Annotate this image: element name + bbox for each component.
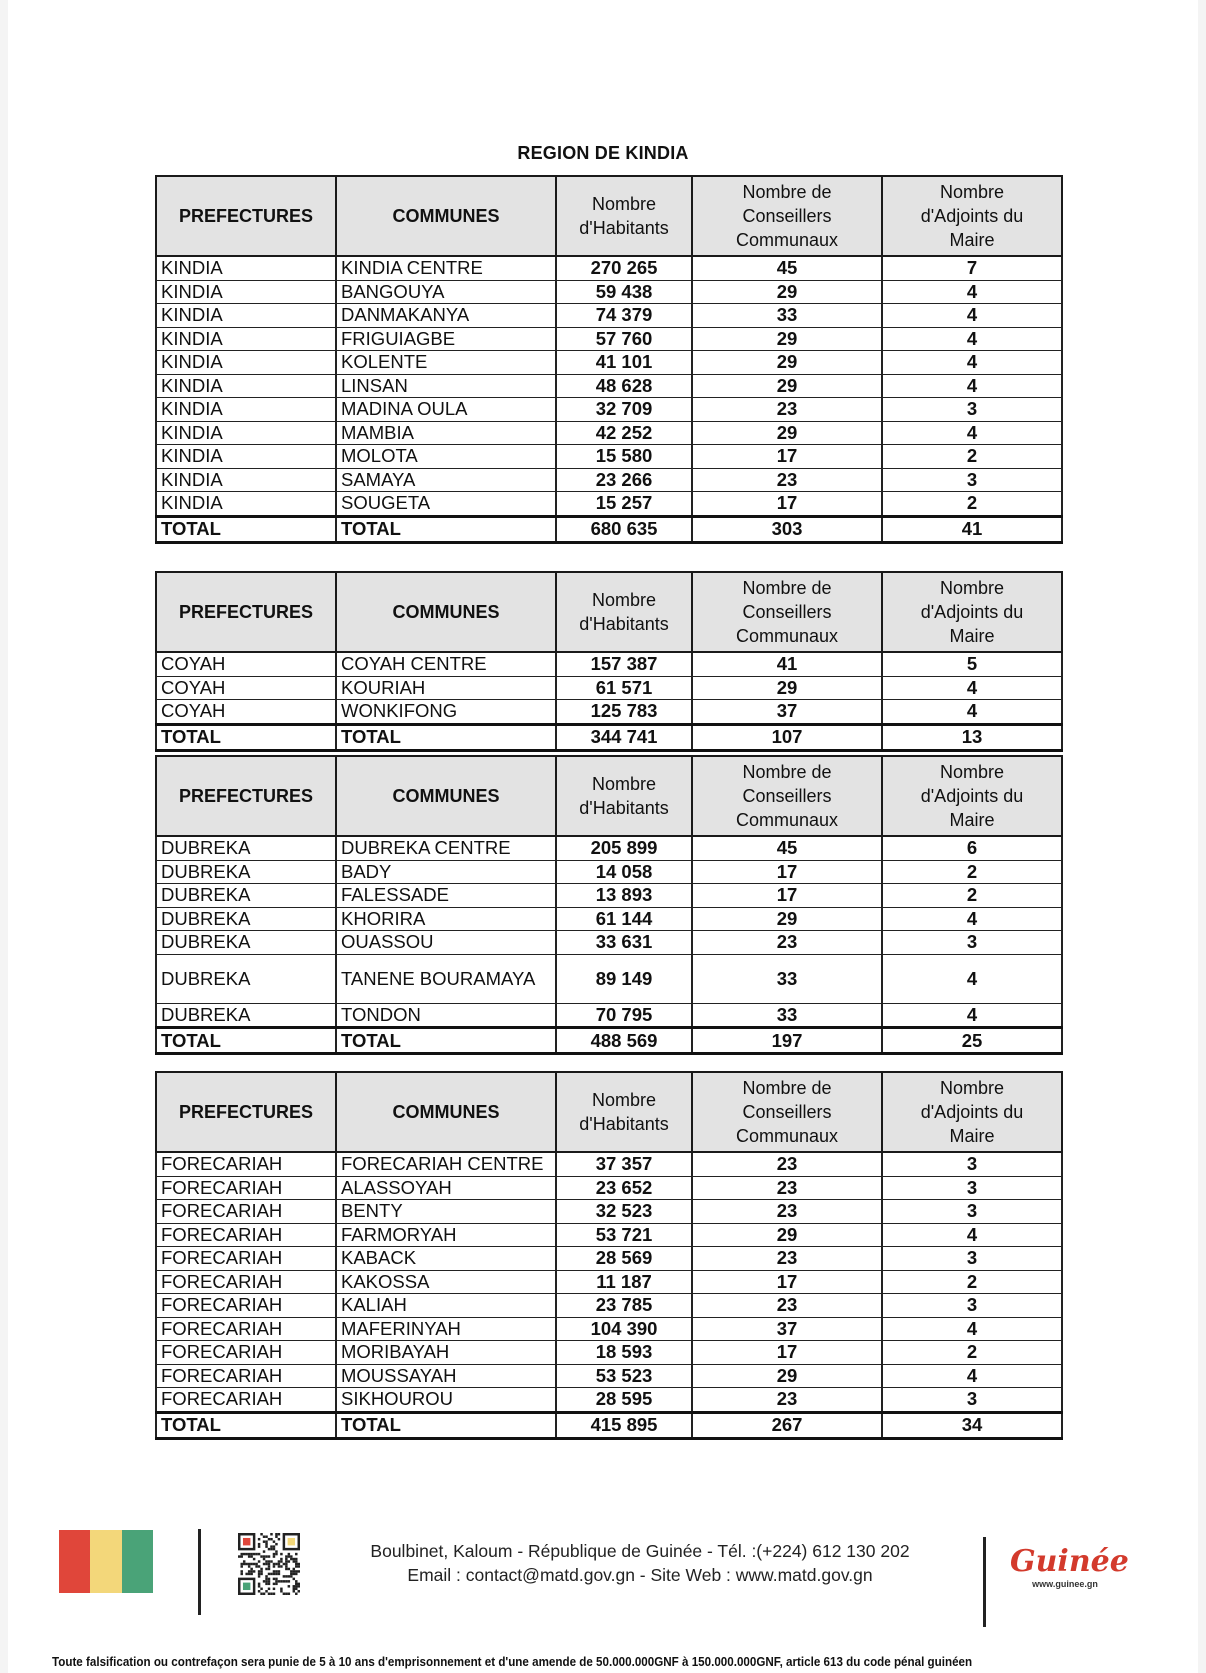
cell-prefecture: KINDIA (156, 421, 336, 445)
cell-conseillers: 17 (692, 1270, 882, 1294)
cell-adjoints: 3 (882, 1294, 1062, 1318)
cell-prefecture: KINDIA (156, 304, 336, 328)
cell-commune: KINDIA CENTRE (336, 256, 556, 280)
cell-prefecture: FORECARIAH (156, 1317, 336, 1341)
cell-habitants: 18 593 (556, 1341, 692, 1365)
cell-habitants: 74 379 (556, 304, 692, 328)
cell-adjoints: 2 (882, 1341, 1062, 1365)
table-row (156, 1176, 1062, 1200)
cell-conseillers: 23 (692, 1388, 882, 1413)
header-communes: COMMUNES (336, 756, 556, 836)
cell-conseillers: 267 (692, 1412, 882, 1438)
header-adjoints: Nombre d'Adjoints du Maire (882, 756, 1062, 836)
qr-code-icon (238, 1533, 300, 1595)
cell-conseillers: 45 (692, 836, 882, 860)
cell-prefecture: FORECARIAH (156, 1270, 336, 1294)
cell-adjoints: 4 (882, 1364, 1062, 1388)
table-row (156, 327, 1062, 351)
header-communes: COMMUNES (336, 572, 556, 652)
cell-prefecture: FORECARIAH (156, 1200, 336, 1224)
cell-habitants: 488 569 (556, 1028, 692, 1054)
total-row (156, 724, 1062, 750)
table-header-row (156, 756, 1062, 836)
table-row (156, 351, 1062, 375)
table-row (156, 1152, 1062, 1176)
cell-prefecture: COYAH (156, 676, 336, 700)
address-line: Boulbinet, Kaloum - République de Guinée - Tél. :(+224) 612 130 202 (370, 1541, 910, 1561)
cell-adjoints: 3 (882, 398, 1062, 422)
cell-commune: FRIGUIAGBE (336, 327, 556, 351)
cell-commune: MOUSSAYAH (336, 1364, 556, 1388)
cell-adjoints: 2 (882, 884, 1062, 908)
cell-conseillers: 29 (692, 1364, 882, 1388)
cell-habitants: 41 101 (556, 351, 692, 375)
cell-prefecture: KINDIA (156, 492, 336, 517)
cell-habitants: 680 635 (556, 516, 692, 542)
cell-prefecture: KINDIA (156, 468, 336, 492)
cell-conseillers: 23 (692, 468, 882, 492)
table-row (156, 1003, 1062, 1028)
table-row (156, 907, 1062, 931)
cell-adjoints: 2 (882, 445, 1062, 469)
table-row (156, 1200, 1062, 1224)
legal-notice: Toute falsification ou contrefaçon sera punie de 5 à 10 ans d'emprisonnement et d'une amende de 50.000.000GNF à 150.000.000GNF, article 613 du code pénal guinéen (52, 1655, 973, 1669)
cell-commune: BANGOUYA (336, 280, 556, 304)
footer (0, 1525, 1206, 1673)
cell-prefecture: FORECARIAH (156, 1341, 336, 1365)
cell-commune: MAMBIA (336, 421, 556, 445)
table-row (156, 954, 1062, 1003)
prefecture-table-dubreka (155, 755, 1063, 1055)
cell-commune: COYAH CENTRE (336, 652, 556, 676)
cell-conseillers: 17 (692, 884, 882, 908)
table-row (156, 1341, 1062, 1365)
cell-habitants: 37 357 (556, 1152, 692, 1176)
header-habitants: Nombre d'Habitants (556, 572, 692, 652)
cell-conseillers: 29 (692, 907, 882, 931)
cell-prefecture: COYAH (156, 700, 336, 725)
cell-adjoints: 3 (882, 468, 1062, 492)
cell-adjoints: 3 (882, 1152, 1062, 1176)
cell-habitants: 23 266 (556, 468, 692, 492)
cell-habitants: 15 257 (556, 492, 692, 517)
guinea-flag-icon (59, 1530, 153, 1593)
cell-conseillers: 29 (692, 327, 882, 351)
cell-adjoints: 4 (882, 280, 1062, 304)
cell-habitants: 61 571 (556, 676, 692, 700)
table-row (156, 445, 1062, 469)
cell-adjoints: 25 (882, 1028, 1062, 1054)
cell-commune: ALASSOYAH (336, 1176, 556, 1200)
prefecture-table-kindia (155, 175, 1063, 544)
cell-conseillers: 45 (692, 256, 882, 280)
cell-prefecture: DUBREKA (156, 954, 336, 1003)
cell-conseillers: 23 (692, 1294, 882, 1318)
cell-commune: FALESSADE (336, 884, 556, 908)
cell-habitants: 415 895 (556, 1412, 692, 1438)
cell-adjoints: 4 (882, 907, 1062, 931)
cell-conseillers: 37 (692, 700, 882, 725)
cell-prefecture: FORECARIAH (156, 1364, 336, 1388)
cell-adjoints: 6 (882, 836, 1062, 860)
header-adjoints: Nombre d'Adjoints du Maire (882, 1072, 1062, 1152)
cell-prefecture: FORECARIAH (156, 1388, 336, 1413)
cell-conseillers: 17 (692, 445, 882, 469)
cell-conseillers: 23 (692, 931, 882, 955)
cell-commune: DUBREKA CENTRE (336, 836, 556, 860)
cell-adjoints: 4 (882, 1223, 1062, 1247)
cell-prefecture: DUBREKA (156, 907, 336, 931)
cell-habitants: 53 721 (556, 1223, 692, 1247)
table-row (156, 398, 1062, 422)
cell-prefecture: TOTAL (156, 724, 336, 750)
table-row (156, 1317, 1062, 1341)
cell-conseillers: 197 (692, 1028, 882, 1054)
table-row (156, 468, 1062, 492)
cell-adjoints: 4 (882, 351, 1062, 375)
header-communes: COMMUNES (336, 1072, 556, 1152)
cell-habitants: 53 523 (556, 1364, 692, 1388)
cell-prefecture: KINDIA (156, 398, 336, 422)
header-conseillers: Nombre de Conseillers Communaux (692, 756, 882, 836)
footer-address (320, 1539, 960, 1587)
cell-commune: TOTAL (336, 1028, 556, 1054)
cell-habitants: 23 785 (556, 1294, 692, 1318)
cell-adjoints: 2 (882, 860, 1062, 884)
cell-prefecture: DUBREKA (156, 884, 336, 908)
cell-habitants: 28 569 (556, 1247, 692, 1271)
cell-adjoints: 2 (882, 492, 1062, 517)
cell-habitants: 33 631 (556, 931, 692, 955)
table-row (156, 280, 1062, 304)
header-prefectures: PREFECTURES (156, 1072, 336, 1152)
cell-prefecture: KINDIA (156, 374, 336, 398)
cell-prefecture: FORECARIAH (156, 1223, 336, 1247)
cell-prefecture: DUBREKA (156, 931, 336, 955)
table-row (156, 836, 1062, 860)
table-row (156, 1364, 1062, 1388)
cell-commune: DANMAKANYA (336, 304, 556, 328)
cell-commune: KOURIAH (336, 676, 556, 700)
cell-prefecture: FORECARIAH (156, 1152, 336, 1176)
cell-conseillers: 23 (692, 1200, 882, 1224)
cell-conseillers: 107 (692, 724, 882, 750)
cell-habitants: 48 628 (556, 374, 692, 398)
flag-stripe-red (59, 1530, 90, 1593)
cell-commune: SOUGETA (336, 492, 556, 517)
table-row (156, 884, 1062, 908)
cell-commune: KALIAH (336, 1294, 556, 1318)
cell-conseillers: 29 (692, 421, 882, 445)
table-row (156, 652, 1062, 676)
cell-prefecture: FORECARIAH (156, 1176, 336, 1200)
cell-adjoints: 4 (882, 676, 1062, 700)
cell-commune: TANENE BOURAMAYA (336, 954, 556, 1003)
cell-prefecture: DUBREKA (156, 1003, 336, 1028)
cell-habitants: 270 265 (556, 256, 692, 280)
cell-conseillers: 23 (692, 398, 882, 422)
cell-habitants: 61 144 (556, 907, 692, 931)
cell-adjoints: 4 (882, 1003, 1062, 1028)
cell-adjoints: 3 (882, 1247, 1062, 1271)
cell-adjoints: 3 (882, 1200, 1062, 1224)
cell-adjoints: 4 (882, 327, 1062, 351)
table-row (156, 700, 1062, 725)
cell-commune: OUASSOU (336, 931, 556, 955)
header-prefectures: PREFECTURES (156, 756, 336, 836)
cell-adjoints: 3 (882, 1388, 1062, 1413)
cell-prefecture: TOTAL (156, 1028, 336, 1054)
cell-commune: KHORIRA (336, 907, 556, 931)
table-header-row (156, 176, 1062, 256)
cell-habitants: 157 387 (556, 652, 692, 676)
cell-habitants: 32 523 (556, 1200, 692, 1224)
cell-commune: BENTY (336, 1200, 556, 1224)
brand-logo (1010, 1544, 1129, 1589)
cell-adjoints: 13 (882, 724, 1062, 750)
cell-commune: BADY (336, 860, 556, 884)
cell-habitants: 344 741 (556, 724, 692, 750)
cell-commune: WONKIFONG (336, 700, 556, 725)
cell-commune: MORIBAYAH (336, 1341, 556, 1365)
cell-habitants: 89 149 (556, 954, 692, 1003)
cell-conseillers: 33 (692, 304, 882, 328)
cell-conseillers: 41 (692, 652, 882, 676)
cell-conseillers: 29 (692, 351, 882, 375)
table-row (156, 1270, 1062, 1294)
footer-divider (983, 1537, 986, 1627)
cell-prefecture: KINDIA (156, 351, 336, 375)
header-communes: COMMUNES (336, 176, 556, 256)
cell-prefecture: FORECARIAH (156, 1247, 336, 1271)
cell-commune: TONDON (336, 1003, 556, 1028)
cell-habitants: 104 390 (556, 1317, 692, 1341)
header-conseillers: Nombre de Conseillers Communaux (692, 572, 882, 652)
cell-prefecture: KINDIA (156, 327, 336, 351)
prefecture-table-coyah (155, 571, 1063, 752)
cell-conseillers: 23 (692, 1176, 882, 1200)
table-row (156, 1223, 1062, 1247)
footer-divider (198, 1529, 201, 1615)
cell-adjoints: 4 (882, 700, 1062, 725)
cell-habitants: 125 783 (556, 700, 692, 725)
cell-adjoints: 3 (882, 931, 1062, 955)
cell-conseillers: 17 (692, 860, 882, 884)
cell-conseillers: 303 (692, 516, 882, 542)
region-title: REGION DE KINDIA (517, 143, 689, 163)
prefecture-table-forecariah (155, 1071, 1063, 1440)
cell-prefecture: TOTAL (156, 1412, 336, 1438)
cell-prefecture: COYAH (156, 652, 336, 676)
cell-habitants: 59 438 (556, 280, 692, 304)
cell-habitants: 28 595 (556, 1388, 692, 1413)
table-row (156, 374, 1062, 398)
cell-habitants: 11 187 (556, 1270, 692, 1294)
table-row (156, 304, 1062, 328)
cell-prefecture: FORECARIAH (156, 1294, 336, 1318)
cell-conseillers: 29 (692, 1223, 882, 1247)
cell-adjoints: 2 (882, 1270, 1062, 1294)
cell-habitants: 32 709 (556, 398, 692, 422)
cell-prefecture: KINDIA (156, 445, 336, 469)
cell-conseillers: 17 (692, 492, 882, 517)
cell-habitants: 14 058 (556, 860, 692, 884)
cell-commune: TOTAL (336, 724, 556, 750)
cell-commune: FARMORYAH (336, 1223, 556, 1247)
header-conseillers: Nombre de Conseillers Communaux (692, 1072, 882, 1152)
cell-habitants: 23 652 (556, 1176, 692, 1200)
header-prefectures: PREFECTURES (156, 176, 336, 256)
cell-commune: TOTAL (336, 516, 556, 542)
contact-line: Email : contact@matd.gov.gn - Site Web : www.matd.gov.gn (407, 1565, 873, 1585)
table-row (156, 931, 1062, 955)
cell-habitants: 13 893 (556, 884, 692, 908)
cell-adjoints: 34 (882, 1412, 1062, 1438)
header-habitants: Nombre d'Habitants (556, 176, 692, 256)
header-habitants: Nombre d'Habitants (556, 1072, 692, 1152)
cell-conseillers: 17 (692, 1341, 882, 1365)
total-row (156, 1028, 1062, 1054)
cell-adjoints: 4 (882, 421, 1062, 445)
cell-commune: KAKOSSA (336, 1270, 556, 1294)
cell-commune: MADINA OULA (336, 398, 556, 422)
cell-conseillers: 29 (692, 676, 882, 700)
cell-prefecture: KINDIA (156, 256, 336, 280)
total-row (156, 1412, 1062, 1438)
header-adjoints: Nombre d'Adjoints du Maire (882, 176, 1062, 256)
cell-adjoints: 7 (882, 256, 1062, 280)
table-row (156, 860, 1062, 884)
cell-conseillers: 37 (692, 1317, 882, 1341)
cell-commune: KABACK (336, 1247, 556, 1271)
cell-habitants: 57 760 (556, 327, 692, 351)
cell-adjoints: 3 (882, 1176, 1062, 1200)
table-row (156, 1388, 1062, 1413)
table-row (156, 676, 1062, 700)
table-header-row (156, 1072, 1062, 1152)
header-conseillers: Nombre de Conseillers Communaux (692, 176, 882, 256)
cell-commune: TOTAL (336, 1412, 556, 1438)
cell-commune: SAMAYA (336, 468, 556, 492)
table-row (156, 1294, 1062, 1318)
cell-conseillers: 23 (692, 1247, 882, 1271)
cell-conseillers: 33 (692, 954, 882, 1003)
table-row (156, 1247, 1062, 1271)
cell-commune: MAFERINYAH (336, 1317, 556, 1341)
cell-conseillers: 29 (692, 374, 882, 398)
cell-adjoints: 4 (882, 954, 1062, 1003)
cell-prefecture: DUBREKA (156, 860, 336, 884)
header-adjoints: Nombre d'Adjoints du Maire (882, 572, 1062, 652)
cell-habitants: 205 899 (556, 836, 692, 860)
cell-prefecture: KINDIA (156, 280, 336, 304)
cell-adjoints: 4 (882, 304, 1062, 328)
header-prefectures: PREFECTURES (156, 572, 336, 652)
cell-prefecture: TOTAL (156, 516, 336, 542)
guinee-logo-icon: Guinée (1010, 1544, 1129, 1579)
flag-stripe-green (122, 1530, 153, 1593)
cell-commune: KOLENTE (336, 351, 556, 375)
table-row (156, 256, 1062, 280)
cell-commune: MOLOTA (336, 445, 556, 469)
cell-adjoints: 5 (882, 652, 1062, 676)
cell-habitants: 42 252 (556, 421, 692, 445)
flag-stripe-yellow (90, 1530, 121, 1593)
cell-conseillers: 33 (692, 1003, 882, 1028)
cell-adjoints: 4 (882, 374, 1062, 398)
cell-adjoints: 4 (882, 1317, 1062, 1341)
cell-adjoints: 41 (882, 516, 1062, 542)
header-habitants: Nombre d'Habitants (556, 756, 692, 836)
cell-conseillers: 23 (692, 1152, 882, 1176)
cell-habitants: 15 580 (556, 445, 692, 469)
table-header-row (156, 572, 1062, 652)
cell-prefecture: DUBREKA (156, 836, 336, 860)
brand-url: www.guinee.gn (1032, 1579, 1098, 1589)
total-row (156, 516, 1062, 542)
cell-habitants: 70 795 (556, 1003, 692, 1028)
table-row (156, 421, 1062, 445)
cell-conseillers: 29 (692, 280, 882, 304)
cell-commune: LINSAN (336, 374, 556, 398)
table-row (156, 492, 1062, 517)
cell-commune: SIKHOUROU (336, 1388, 556, 1413)
cell-commune: FORECARIAH CENTRE (336, 1152, 556, 1176)
